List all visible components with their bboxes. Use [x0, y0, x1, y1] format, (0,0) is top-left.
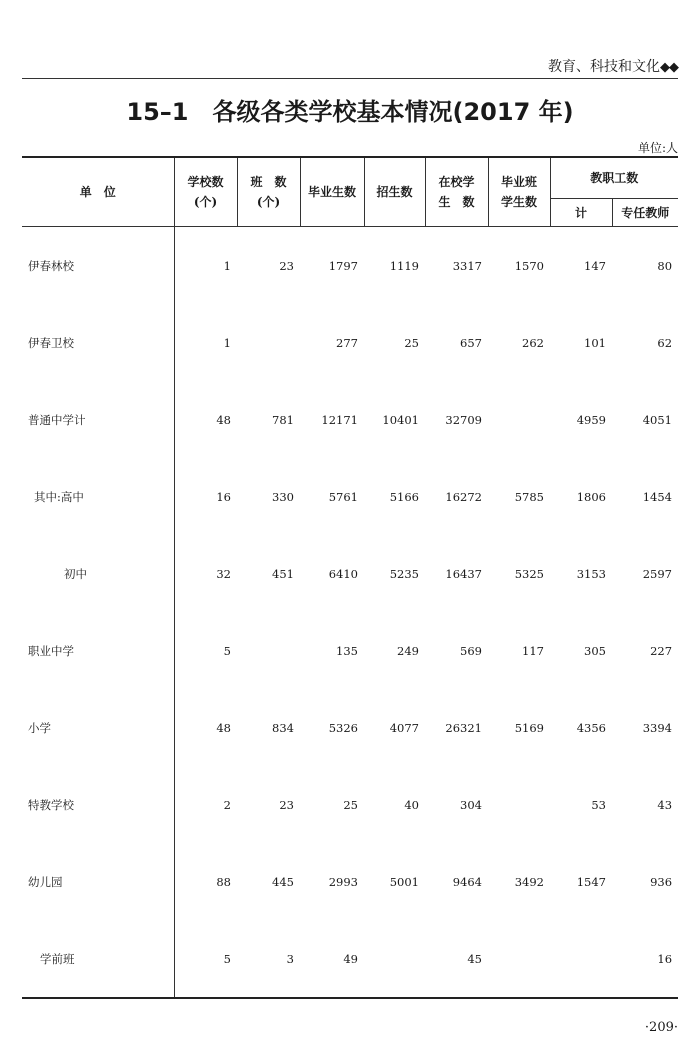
cell-teachers: 4051 — [642, 412, 673, 427]
row-label: 幼儿园 — [22, 843, 174, 920]
cell-enrolled: 657 — [460, 335, 482, 350]
cell-classes — [237, 304, 300, 381]
cell-graduates: 5326 — [328, 720, 358, 735]
cell-teachers: 16 — [612, 920, 678, 998]
cell-grad-class — [488, 381, 550, 458]
header-grad-class: 毕业班 学生数 — [488, 157, 550, 227]
header-staff: 教职工数 — [550, 157, 678, 199]
cell-schools: 2 — [223, 797, 231, 812]
cell-staff-total: 1806 — [576, 489, 606, 504]
cell-classes: 445 — [272, 874, 294, 889]
cell-teachers: 2597 — [642, 566, 673, 581]
cell-graduates: 1797 — [328, 258, 358, 273]
header-staff-total: 计 — [550, 199, 612, 227]
cell-teachers: 3394 — [642, 720, 673, 735]
cell-enrollment: 40 — [404, 797, 419, 812]
cell-classes: 23 — [279, 797, 294, 812]
row-label: 学前班 — [22, 920, 174, 998]
cell-teachers: 936 — [650, 874, 673, 889]
cell-schools: 5 — [174, 920, 237, 998]
header-teachers: 专任教师 — [612, 199, 678, 227]
page-number: ·209· — [644, 1020, 678, 1035]
cell-teachers: 1454 — [642, 489, 673, 504]
table-row — [22, 843, 678, 920]
cell-enrollment: 249 — [397, 643, 419, 658]
cell-grad-class — [488, 766, 550, 843]
cell-classes: 3 — [237, 920, 300, 998]
cell-schools: 1 — [223, 258, 231, 273]
cell-graduates: 135 — [336, 643, 358, 658]
cell-graduates: 277 — [336, 335, 358, 350]
cell-enrollment: 10401 — [382, 412, 419, 427]
cell-graduates: 49 — [300, 920, 364, 998]
cell-grad-class: 3492 — [514, 874, 544, 889]
cell-enrolled: 45 — [425, 920, 488, 998]
cell-staff-total: 1547 — [576, 874, 606, 889]
cell-graduates: 2993 — [328, 874, 358, 889]
cell-schools: 5 — [223, 643, 231, 658]
header-graduates: 毕业生数 — [300, 157, 364, 227]
cell-enrollment — [364, 920, 425, 998]
header-rule — [22, 78, 678, 79]
cell-classes: 23 — [279, 258, 294, 273]
cell-enrolled: 304 — [460, 797, 482, 812]
row-label: 小学 — [22, 689, 174, 766]
table-row — [22, 689, 678, 766]
table-row — [22, 304, 678, 381]
cell-enrolled: 9464 — [452, 874, 482, 889]
table-row — [22, 458, 678, 535]
header-enrolled: 在校学 生 数 — [425, 157, 488, 227]
diamond-icon: ◆◆ — [660, 60, 678, 75]
cell-graduates: 6410 — [328, 566, 358, 581]
cell-classes: 451 — [272, 566, 294, 581]
row-label: 普通中学计 — [22, 381, 174, 458]
cell-schools: 48 — [216, 720, 231, 735]
cell-schools: 16 — [216, 489, 231, 504]
cell-staff-total: 3153 — [576, 566, 606, 581]
unit-note: 单位:人 — [637, 141, 678, 155]
cell-staff-total: 305 — [584, 643, 606, 658]
header-enrollment: 招生数 — [364, 157, 425, 227]
cell-enrollment: 4077 — [389, 720, 419, 735]
cell-enrollment: 5001 — [389, 874, 419, 889]
cell-grad-class: 117 — [522, 643, 544, 658]
cell-teachers: 80 — [657, 258, 673, 273]
school-stats-table — [22, 156, 678, 999]
cell-teachers: 43 — [657, 797, 673, 812]
header-unit: 单 位 — [22, 157, 174, 227]
cell-classes — [237, 612, 300, 689]
cell-enrollment: 1119 — [389, 258, 419, 273]
table-row — [22, 381, 678, 458]
row-label: 伊春林校 — [22, 227, 174, 305]
cell-grad-class: 5325 — [514, 566, 544, 581]
table-row — [22, 612, 678, 689]
cell-schools: 88 — [216, 874, 231, 889]
cell-grad-class: 5169 — [514, 720, 544, 735]
cell-grad-class: 5785 — [514, 489, 544, 504]
cell-staff-total: 4959 — [576, 412, 606, 427]
cell-classes: 781 — [272, 412, 294, 427]
header-classes: 班 数 (个) — [237, 157, 300, 227]
cell-staff-total: 53 — [591, 797, 606, 812]
row-label: 初中 — [22, 535, 174, 612]
cell-enrollment: 5235 — [389, 566, 419, 581]
row-label: 伊春卫校 — [22, 304, 174, 381]
cell-graduates: 25 — [343, 797, 358, 812]
cell-graduates: 5761 — [328, 489, 358, 504]
table-row — [22, 920, 678, 998]
cell-enrolled: 26321 — [445, 720, 482, 735]
cell-enrollment: 25 — [404, 335, 419, 350]
table-row — [22, 535, 678, 612]
cell-teachers: 62 — [657, 335, 673, 350]
running-head-text: 教育、科技和文化 — [548, 59, 660, 75]
cell-staff-total: 4356 — [576, 720, 606, 735]
running-head — [548, 56, 678, 76]
cell-enrolled: 16272 — [445, 489, 482, 504]
cell-staff-total: 147 — [584, 258, 606, 273]
cell-enrolled: 569 — [460, 643, 482, 658]
row-label: 职业中学 — [22, 612, 174, 689]
row-label: 其中:高中 — [22, 458, 174, 535]
cell-enrollment: 5166 — [389, 489, 419, 504]
cell-classes: 834 — [272, 720, 294, 735]
table-row — [22, 766, 678, 843]
cell-grad-class: 1570 — [514, 258, 544, 273]
table-row — [22, 227, 678, 305]
cell-schools: 48 — [216, 412, 231, 427]
page-title: 15–1 各级各类学校基本情况(2017 年) — [126, 98, 574, 126]
cell-schools: 32 — [216, 566, 231, 581]
cell-teachers: 227 — [650, 643, 673, 658]
cell-graduates: 12171 — [321, 412, 358, 427]
cell-classes: 330 — [272, 489, 294, 504]
cell-staff-total: 101 — [584, 335, 606, 350]
cell-grad-class: 262 — [522, 335, 544, 350]
cell-enrolled: 32709 — [445, 412, 482, 427]
cell-enrolled: 3317 — [452, 258, 482, 273]
cell-grad-class — [488, 920, 550, 998]
row-label: 特教学校 — [22, 766, 174, 843]
header-schools: 学校数 (个) — [174, 157, 237, 227]
cell-enrolled: 16437 — [445, 566, 482, 581]
cell-schools: 1 — [223, 335, 231, 350]
cell-staff-total — [550, 920, 612, 998]
